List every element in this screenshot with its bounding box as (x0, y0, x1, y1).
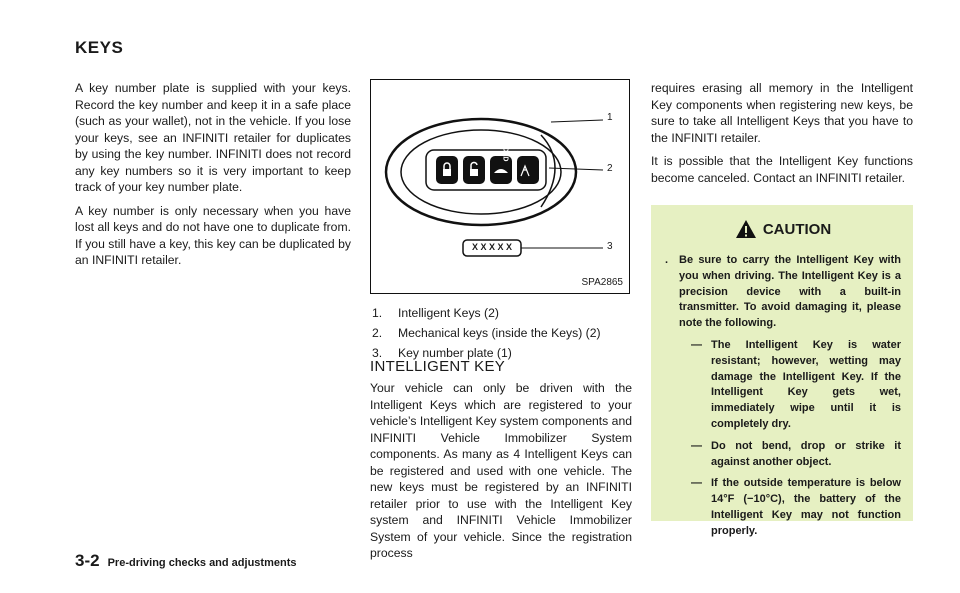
right-column (651, 80, 913, 193)
list-text: Key number plate (1) (398, 346, 512, 360)
list-number: 2. (372, 326, 383, 340)
right-paragraph-2: It is possible that the Intelligent Key functions become canceled. Contact an INFINITI retailer. (651, 154, 913, 185)
caution-subitem (691, 439, 901, 471)
dash: — (691, 477, 702, 490)
section-title: KEYS (75, 38, 124, 57)
plate-text: X X X X X (472, 242, 513, 252)
list-number: 1. (372, 306, 383, 320)
warning-triangle-icon (735, 219, 757, 239)
caution-bullet-text: Be sure to carry the Intelligent Key with you when driving. The Intelligent Key is a precision device with a built-in transmitter. To avoid damaging it, please note the following. (679, 254, 901, 330)
callout-3: 3 (607, 241, 613, 252)
figure-code: SPA2865 (581, 277, 623, 288)
dash: — (691, 439, 702, 452)
intelligent-key-body: Your vehicle can only be driven with the Intelligent Keys which are registered to your vehicle’s Intelligent Key system components and INFINITI Vehicle Immobilizer System components. As many as 4 Intelligent Keys can be registered and used with one vehicle. The new keys must be registered by an INFINITI retailer prior to use with the Intelligent Key system and INFINITI Vehicle Immobilizer System of your vehicle. Since the registration process (370, 381, 632, 560)
intro-paragraph-1: A key number plate is supplied with your keys. Record the key number and keep it in a safe place (such as your wallet), not in the vehicle. If you lose your keys, see an INFINITI retailer for duplicates by using the key number. INFINITI does not record any key numbers so it is very important to keep track of your key number plate. (75, 81, 351, 194)
caution-subitem-text: If the outside temperature is below 14°F (−10°C), the battery of the Intelligent Key may not function properly. (711, 477, 901, 537)
callout-2: 2 (607, 163, 613, 174)
footer-title: Pre-driving checks and adjustments (107, 557, 297, 569)
caution-bullet (665, 253, 901, 540)
callout-1: 1 (607, 112, 613, 123)
list-text: Intelligent Keys (2) (398, 306, 499, 320)
intro-column (75, 80, 351, 276)
key-figure (370, 79, 630, 294)
intelligent-key-heading: INTELLIGENT KEY (370, 358, 506, 375)
key-illustration (371, 80, 628, 292)
caution-subitem (691, 476, 901, 539)
caution-title: CAUTION (762, 220, 832, 238)
page-footer (75, 551, 296, 571)
intelligent-key-column (370, 380, 632, 569)
bullet-dot: . (665, 254, 669, 266)
panic-button-icon (517, 156, 539, 184)
list-number: 3. (372, 346, 383, 360)
caution-box (651, 205, 913, 537)
caution-subitem (691, 338, 901, 433)
list-item (372, 323, 634, 343)
list-text: Mechanical keys (inside the Keys) (2) (398, 326, 601, 340)
caution-header (665, 219, 901, 239)
dash: — (691, 338, 702, 351)
caution-subitem-text: The Intelligent Key is water resistant; however, wetting may damage the Intelligent Key. If the Intelligent Key gets wet, immediately wipe until it is completely dry. (711, 338, 901, 430)
caution-list (665, 253, 901, 540)
hold-label: HOLD (501, 141, 509, 162)
intro-paragraph-2: A key number is only necessary when you have lost all keys and do not have one to duplicate from. If you still have a key, this key can be duplicated by an INFINITI retailer. (75, 203, 351, 267)
list-item (372, 303, 634, 323)
caution-subitem-text: Do not bend, drop or strike it against another object. (711, 439, 901, 468)
page-number: 3-2 (75, 551, 100, 570)
right-paragraph-1: requires erasing all memory in the Intelligent Key components when registering new keys, be sure to take all Intelligent Keys that you have to the INFINITI retailer. (651, 81, 913, 145)
key-list (372, 303, 634, 363)
